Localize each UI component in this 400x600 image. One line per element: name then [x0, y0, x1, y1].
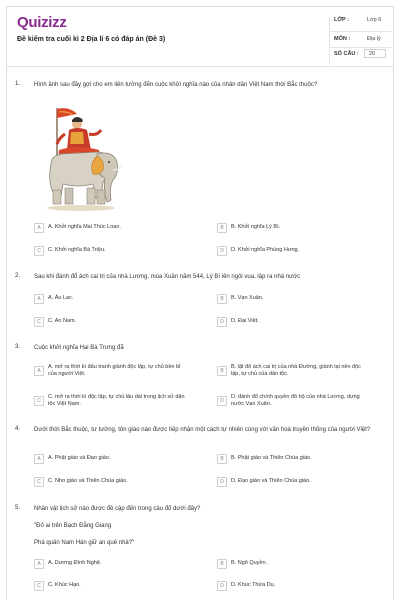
question-text: Nhân vật lịch sử nào được đề cập đến trong câu đố dưới đây? — [34, 506, 201, 512]
option-text: D. Đạo giáo và Thiên Chúa giáo. — [231, 478, 311, 484]
option-text: D. Khúc Thừa Dụ. — [231, 582, 276, 588]
option-text: C. mở ra thời kì độc lập, tự chủ lâu dài trong lịch sử dân tộc Việt Nam. — [48, 394, 185, 407]
answer-option-a[interactable] — [34, 223, 194, 234]
answer-option-a[interactable] — [34, 363, 194, 381]
option-key-box: C — [34, 317, 44, 327]
option-text: C. Khúc Hạo. — [48, 582, 81, 588]
meta-divider — [329, 47, 391, 48]
riddle-line: Phá quân Nam Hán giữ an quê nhà?" — [34, 540, 135, 546]
question-text: Cuộc khởi nghĩa Hai Bà Trưng đã — [34, 345, 124, 351]
quizizz-logo[interactable]: Quizizz — [17, 14, 67, 31]
option-text: A. Dương Đình Nghệ. — [48, 560, 102, 566]
option-text: D. đánh đổ chính quyền đô hộ của nhà Lương, dựng nước Vạn Xuân. — [231, 394, 360, 407]
question-text: Dưới thời Bắc thuộc, tư tưởng, tôn giáo nào được tiếp nhận một cách tự nhiên cùng với văn hoá truyền thống của người Việt? — [34, 427, 371, 433]
answer-option-a[interactable] — [34, 454, 194, 465]
option-key-box: B — [217, 559, 227, 569]
option-key-box: A — [34, 223, 44, 233]
meta-value-count: 20 — [369, 51, 376, 57]
answer-option-b[interactable] — [217, 363, 377, 381]
option-text: C. Khởi nghĩa Bà Triệu. — [48, 247, 106, 253]
option-text: C. An Nam. — [48, 318, 77, 324]
answer-option-d[interactable] — [217, 246, 377, 257]
option-text: D. Khởi nghĩa Phùng Hưng. — [231, 247, 300, 253]
worksheet-page — [6, 6, 394, 600]
option-key-box: D — [217, 396, 227, 406]
option-key-box: A — [34, 454, 44, 464]
worksheet-header — [7, 7, 393, 67]
meta-divider — [329, 31, 391, 32]
option-text: B. Vạn Xuân. — [231, 295, 264, 301]
answer-option-b[interactable] — [217, 223, 377, 234]
option-key-box: B — [217, 366, 227, 376]
question-number: 5. — [15, 505, 21, 511]
answer-option-d[interactable] — [217, 581, 377, 592]
riddle-line: "Đố ai trên Bạch Đằng Giang — [34, 523, 112, 529]
question-text: Sau khi đánh đổ ách cai trị của nhà Lương, mùa Xuân năm 544, Lý Bí lên ngôi vua, lập ra nhà nước — [34, 274, 301, 280]
meta-label-class: LỚP : — [334, 17, 349, 23]
answer-option-d[interactable] — [217, 393, 377, 411]
answer-option-c[interactable] — [34, 581, 194, 592]
meta-label-count: SỐ CÂU : — [334, 51, 359, 57]
option-key-box: C — [34, 246, 44, 256]
meta-value-subject: Địa lý — [367, 36, 381, 42]
option-key-box: B — [217, 294, 227, 304]
question-number: 2. — [15, 273, 21, 279]
meta-row-count — [329, 51, 391, 62]
option-text: D. Đại Việt. — [231, 318, 259, 324]
answer-option-c[interactable] — [34, 393, 194, 411]
question-text: Hình ảnh sau đây gợi cho em liên tưởng đến cuộc khởi nghĩa nào của nhân dân Việt Nam thời Bắc thuộc? — [34, 82, 318, 88]
answer-option-a[interactable] — [34, 294, 194, 305]
question-number: 3. — [15, 344, 21, 350]
meta-row-subject — [329, 36, 391, 47]
option-key-box: C — [34, 581, 44, 591]
answer-option-b[interactable] — [217, 454, 377, 465]
option-text: B. Khởi nghĩa Lý Bí. — [231, 224, 281, 230]
option-text: A. Khởi nghĩa Mai Thúc Loan. — [48, 224, 121, 230]
meta-value-class: Lớp 6 — [367, 17, 382, 23]
question-number: 1. — [15, 81, 21, 87]
option-key-box: D — [217, 581, 227, 591]
option-text: A. mở ra thời kì đấu tranh giành độc lập, tự chủ bền bỉ của người Việt. — [48, 364, 181, 377]
option-key-box: D — [217, 477, 227, 487]
option-text: B. Phật giáo và Thiên Chúa giáo. — [231, 455, 312, 461]
option-text: B. Ngô Quyền. — [231, 560, 268, 566]
answer-option-d[interactable] — [217, 477, 377, 488]
option-key-box: A — [34, 366, 44, 376]
option-key-box: B — [217, 223, 227, 233]
meta-panel — [329, 7, 391, 67]
answer-option-c[interactable] — [34, 477, 194, 488]
option-key-box: D — [217, 246, 227, 256]
ba-trieu-elephant-illustration — [37, 104, 123, 214]
option-key-box: A — [34, 294, 44, 304]
answer-option-c[interactable] — [34, 317, 194, 328]
answer-option-b[interactable] — [217, 294, 377, 305]
option-text: B. lật đổ ách cai trị của nhà Đường, giành lại nền độc lập, tự chủ của dân tộc. — [231, 364, 361, 377]
question-number: 4. — [15, 426, 21, 432]
answer-option-b[interactable] — [217, 559, 377, 570]
option-text: C. Nho giáo và Thiên Chúa giáo. — [48, 478, 128, 484]
option-key-box: C — [34, 396, 44, 406]
meta-row-class — [329, 17, 391, 28]
page-title: Đề kiểm tra cuối kì 2 Địa lí 6 có đáp án (Đề 3) — [17, 36, 166, 43]
meta-label-subject: MÔN : — [334, 36, 351, 42]
answer-option-a[interactable] — [34, 559, 194, 570]
option-key-box: D — [217, 317, 227, 327]
option-key-box: B — [217, 454, 227, 464]
option-key-box: A — [34, 559, 44, 569]
answer-option-c[interactable] — [34, 246, 194, 257]
option-key-box: C — [34, 477, 44, 487]
answer-option-d[interactable] — [217, 317, 377, 328]
option-text: A. Phật giáo và Đạo giáo. — [48, 455, 111, 461]
option-text: A. Âu Lạc. — [48, 295, 74, 301]
